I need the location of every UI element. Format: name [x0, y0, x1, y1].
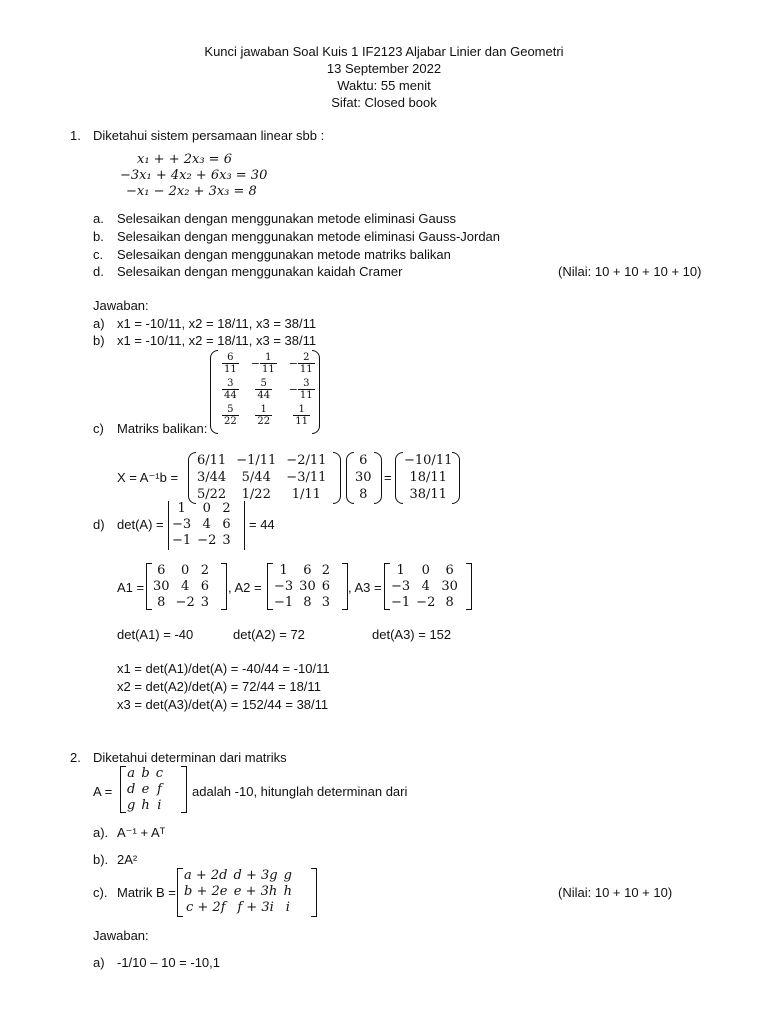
- q1-answer-label: Jawaban:: [93, 298, 149, 313]
- q1-task-a: Selesaikan dengan menggunakan metode eliminasi Gauss: [117, 211, 456, 226]
- fraction-cell: [245, 350, 283, 376]
- matrix-cell: −1: [172, 533, 192, 548]
- matrix-cell: 2: [321, 563, 330, 578]
- matrix-cell: d: [127, 782, 136, 797]
- matrix-cell: 6: [321, 579, 330, 594]
- denominator: 11: [261, 363, 275, 375]
- fraction-cell: [216, 376, 245, 402]
- x-vector: [399, 452, 457, 503]
- matrix-cell: d + 3g: [233, 868, 278, 883]
- matrix-a1: [150, 563, 212, 611]
- inverse-fraction-matrix: [216, 350, 321, 428]
- matrix-cell: 3: [222, 533, 231, 548]
- matrix-cell: c + 2f: [185, 900, 226, 915]
- q1-ans-a: x1 = -10/11, x2 = 18/11, x3 = 38/11: [117, 316, 317, 331]
- det-a1: det(A1) = -40: [117, 627, 194, 642]
- q2-intro: Diketahui determinan dari matriks: [93, 750, 287, 765]
- a3-label: , A3 =: [348, 580, 382, 595]
- q1-ans-b-letter: b): [93, 333, 105, 348]
- q2-part-b: 2A²: [117, 852, 138, 867]
- matrix-cell: g: [127, 798, 136, 813]
- matrix-cell: i: [157, 798, 162, 813]
- inv-inline-right-paren: [333, 452, 341, 504]
- denominator: 11: [295, 415, 309, 427]
- vector-cell: 38/11: [409, 487, 447, 502]
- matrix-cell: 4: [202, 517, 211, 532]
- matrix-cell: 6: [200, 579, 209, 594]
- numerator: 1: [255, 404, 272, 416]
- numerator: 3: [298, 378, 315, 390]
- a2-label: , A2 =: [228, 580, 262, 595]
- q2-a-right-bracket: [181, 766, 187, 813]
- matrix-cell: −2: [416, 595, 436, 610]
- fraction: [293, 404, 310, 427]
- matrix-cell: b + 2e: [184, 884, 228, 899]
- q1-ans-c-label: Matriks balikan:: [117, 421, 208, 436]
- q1-ans-b: x1 = -10/11, x2 = 18/11, x3 = 38/11: [117, 333, 317, 348]
- doc-title: Kunci jawaban Soal Kuis 1 IF2123 Aljabar Linier dan Geometri: [204, 44, 564, 59]
- q1-equation-2: −3x₁ + 4x₂ + 6x₃ = 30: [120, 168, 268, 183]
- cramer-x1: x1 = det(A1)/det(A) = -40/44 = -10/11: [117, 661, 330, 676]
- matrix-cell: −3: [274, 579, 294, 594]
- det-a2: det(A2) = 72: [233, 627, 305, 642]
- numerator: 5: [255, 378, 272, 390]
- numerator: 2: [298, 352, 315, 364]
- denominator: 11: [224, 363, 237, 375]
- matrix-cell: 2: [222, 501, 231, 516]
- matrix-cell: 30: [299, 579, 316, 594]
- doc-date: 13 September 2022: [326, 61, 442, 76]
- matrix-cell: 3/44: [197, 470, 227, 485]
- vector-cell: 8: [359, 487, 368, 502]
- q1-equation-3: −x₁ − 2x₂ + 3x₃ = 8: [126, 184, 257, 199]
- a1-label: A1 =: [117, 580, 145, 595]
- fraction: [222, 352, 239, 375]
- matrix-cell: e: [141, 782, 150, 797]
- q1-task-d: Selesaikan dengan menggunakan kaidah Cramer: [117, 264, 403, 279]
- numerator: 5: [222, 404, 239, 416]
- matrix-cell: −1: [274, 595, 294, 610]
- matrix-cell: 1: [177, 501, 186, 516]
- matrix-cell: −2: [175, 595, 195, 610]
- q2-a-label: A =: [93, 784, 113, 799]
- fraction-cell: [216, 350, 245, 376]
- matrix-cell: −3: [172, 517, 192, 532]
- fraction: [255, 378, 272, 401]
- matrix-cell: 30: [441, 579, 458, 594]
- matrix-cell: 3: [321, 595, 330, 610]
- matrix-cell: 3: [200, 595, 209, 610]
- fraction-sign: −: [250, 356, 260, 370]
- matrix-cell: 5/22: [197, 487, 227, 502]
- q1-task-a-letter: a.: [93, 211, 104, 226]
- numerator: 6: [222, 352, 239, 364]
- inverse-inline-matrix: [192, 452, 331, 503]
- matrix-cell: 2: [200, 563, 209, 578]
- matrix-cell: e + 3h: [233, 884, 278, 899]
- b-vector: [350, 452, 377, 503]
- fraction: [222, 404, 239, 427]
- det-a-right-bar: [244, 501, 245, 550]
- cramer-x2: x2 = det(A2)/det(A) = 72/44 = 18/11: [117, 679, 321, 694]
- denominator: 22: [257, 415, 271, 427]
- matrix-cell: 1/11: [291, 487, 321, 502]
- matrix-cell: h: [141, 798, 150, 813]
- q2-answer-label: Jawaban:: [93, 928, 149, 943]
- matrix-cell: h: [283, 884, 292, 899]
- q1-intro: Diketahui sistem persamaan linear sbb :: [93, 128, 325, 143]
- matrix-cell: 1: [396, 563, 405, 578]
- matrix-b-right-bracket: [311, 868, 317, 917]
- det-a-value: = 44: [249, 517, 275, 532]
- fraction: [260, 352, 277, 375]
- fraction: [255, 404, 272, 427]
- matrix-cell: 6: [445, 563, 454, 578]
- matrix-cell: −1: [391, 595, 411, 610]
- matrix-cell: f + 3i: [237, 900, 274, 915]
- matrix-cell: 0: [180, 563, 190, 578]
- a1-right-bracket: [221, 563, 227, 610]
- vector-cell: 6: [359, 453, 368, 468]
- matrix-cell: 5/44: [241, 470, 271, 485]
- matrix-cell: −3: [391, 579, 411, 594]
- q1-ans-d-letter: d): [93, 517, 105, 532]
- matrix-cell: i: [285, 900, 290, 915]
- matrix-cell: −3/11: [286, 470, 327, 485]
- q2-part-c: Matrik B =: [117, 885, 176, 900]
- q1-task-d-letter: d.: [93, 264, 104, 279]
- inverse-right-paren: [312, 350, 320, 434]
- numerator: 1: [293, 404, 310, 416]
- det-a-label: det(A) =: [117, 517, 164, 532]
- matrix-cell: 1: [279, 563, 288, 578]
- matrix-cell: 0: [421, 563, 430, 578]
- fraction-cell: [216, 402, 245, 428]
- q2-ans-a-letter: a): [93, 955, 105, 970]
- denominator: 11: [299, 389, 313, 401]
- q1-equation-1: x₁ + + 2x₃ = 6: [137, 152, 232, 167]
- vector-cell: −10/11: [404, 453, 453, 468]
- fraction-cell: [245, 376, 283, 402]
- vector-cell: 18/11: [409, 470, 447, 485]
- matrix-cell: 8: [303, 595, 312, 610]
- fraction-cell: [245, 402, 283, 428]
- matrix-cell: 8: [157, 595, 166, 610]
- matrix-cell: b: [141, 766, 150, 781]
- q1-ans-a-letter: a): [93, 316, 105, 331]
- matrix-b: [181, 868, 295, 916]
- matrix-a3: [388, 563, 461, 611]
- q2-part-c-letter: c).: [93, 885, 108, 900]
- x-vector-right-paren: [452, 452, 460, 504]
- x-equals: =: [384, 470, 392, 485]
- matrix-cell: 6: [222, 517, 231, 532]
- matrix-cell: f: [156, 782, 162, 797]
- numerator: 3: [222, 378, 239, 390]
- x-equation-label: X = A⁻¹b =: [117, 470, 179, 485]
- q2-part-b-letter: b).: [93, 852, 109, 867]
- matrix-cell: −2/11: [286, 453, 327, 468]
- cramer-x3: x3 = det(A3)/det(A) = 152/44 = 38/11: [117, 697, 329, 712]
- q2-part-a: A⁻¹ + Aᵀ: [117, 825, 166, 840]
- b-vector-right-paren: [374, 452, 382, 504]
- numerator: 1: [260, 352, 277, 364]
- doc-nature: Sifat: Closed book: [331, 95, 437, 110]
- det-a3: det(A3) = 152: [372, 627, 452, 642]
- vector-cell: 30: [355, 470, 372, 485]
- denominator: 44: [224, 389, 237, 401]
- q1-task-b-letter: b.: [93, 229, 104, 244]
- matrix-a2: [271, 563, 333, 611]
- matrix-cell: 6/11: [197, 453, 227, 468]
- matrix-cell: −2: [197, 533, 217, 548]
- q1-ans-c-letter: c): [93, 421, 104, 436]
- matrix-cell: a: [127, 766, 136, 781]
- q1-task-c-letter: c.: [93, 247, 104, 262]
- q1-task-b: Selesaikan dengan menggunakan metode eliminasi Gauss-Jordan: [117, 229, 501, 244]
- matrix-a: [169, 501, 234, 549]
- matrix-cell: 0: [202, 501, 211, 516]
- matrix-cell: 6: [157, 563, 166, 578]
- matrix-cell: −1/11: [236, 453, 277, 468]
- q2-score: (Nilai: 10 + 10 + 10): [558, 885, 673, 900]
- matrix-cell: 4: [180, 579, 190, 594]
- matrix-cell: 4: [421, 579, 430, 594]
- fraction: [222, 378, 239, 401]
- a3-right-bracket: [466, 563, 472, 610]
- q2-after-a: adalah -10, hitunglah determinan dari: [192, 784, 408, 799]
- denominator: 22: [224, 415, 237, 427]
- denominator: 11: [299, 363, 313, 375]
- matrix-cell: a + 2d: [184, 868, 228, 883]
- matrix-cell: 30: [153, 579, 170, 594]
- doc-time: Waktu: 55 menit: [337, 78, 431, 93]
- q2-matrix-a: [124, 766, 166, 814]
- matrix-cell: c: [155, 766, 163, 781]
- matrix-cell: 6: [303, 563, 312, 578]
- q1-task-c: Selesaikan dengan menggunakan metode matriks balikan: [117, 247, 451, 262]
- fraction-sign: −: [288, 382, 298, 396]
- q2-ans-a: -1/10 – 10 = -10,1: [117, 955, 220, 970]
- matrix-cell: g: [283, 868, 292, 883]
- q1-score: (Nilai: 10 + 10 + 10 + 10): [558, 264, 702, 279]
- q2-number: 2.: [70, 750, 81, 765]
- fraction-sign: −: [288, 356, 298, 370]
- matrix-cell: 1/22: [241, 487, 271, 502]
- q1-number: 1.: [70, 128, 81, 143]
- q2-part-a-letter: a).: [93, 825, 109, 840]
- matrix-cell: 8: [445, 595, 454, 610]
- denominator: 44: [257, 389, 271, 401]
